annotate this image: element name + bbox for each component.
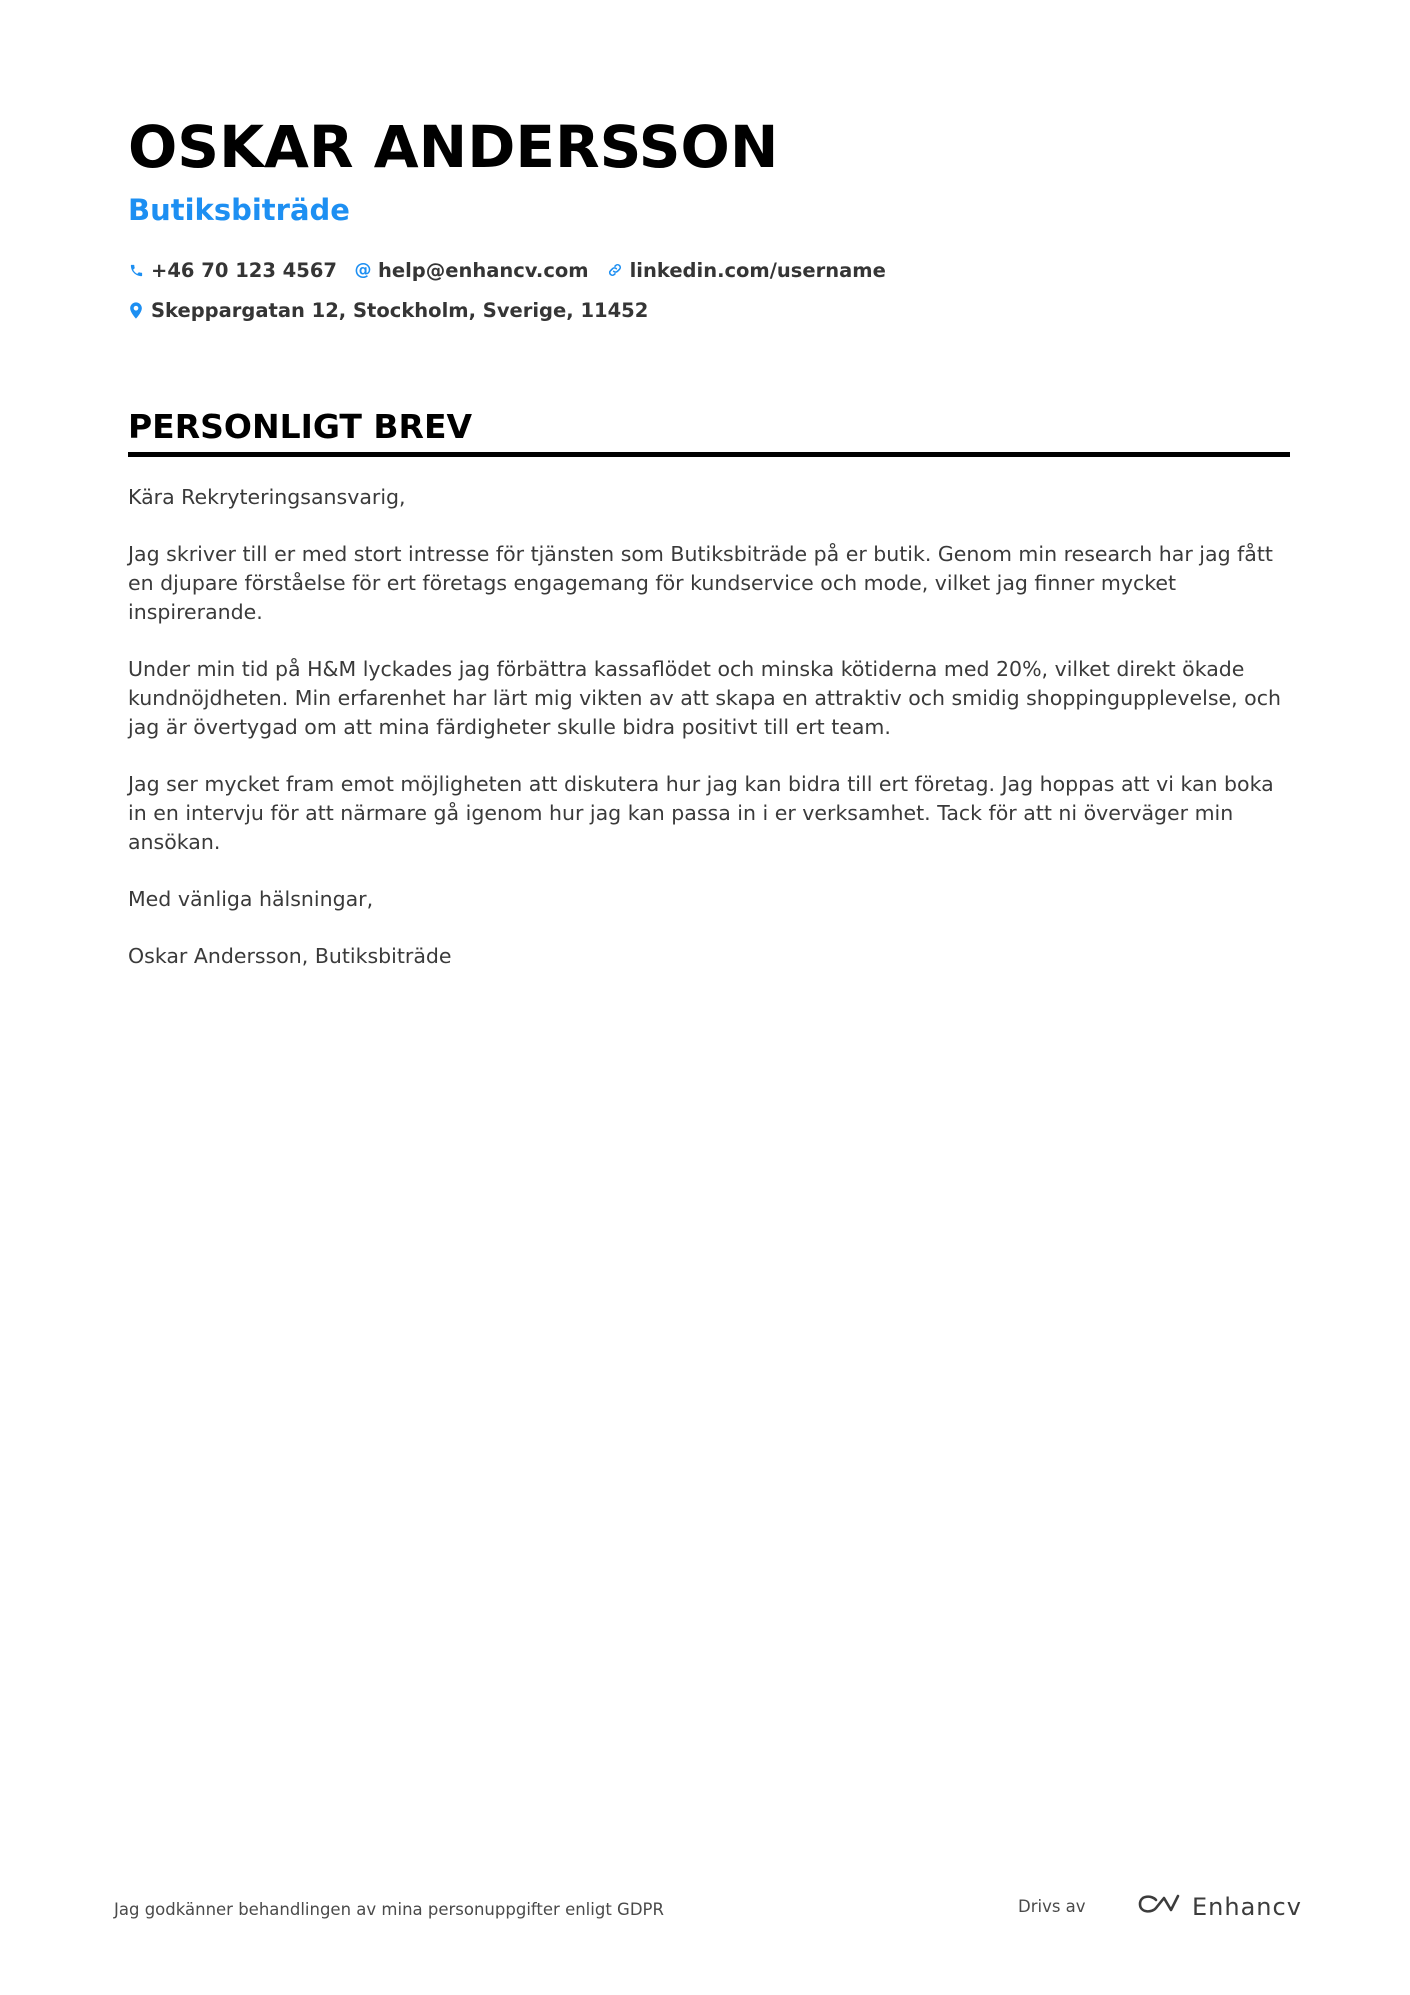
cover-letter-section <box>128 404 1290 999</box>
address: Skeppargatan 12, Stockholm, Sverige, 11452 <box>151 298 649 322</box>
footer <box>114 1892 1302 1932</box>
section-divider <box>128 452 1290 457</box>
at-icon: @ <box>354 259 372 280</box>
map-pin-icon <box>128 301 144 319</box>
powered-by-label: Drivs av <box>1018 1897 1086 1916</box>
candidate-name: OSKAR ANDERSSON <box>128 113 779 181</box>
contact-row-secondary <box>128 292 1288 328</box>
gdpr-consent-text: Jag godkänner behandlingen av mina personuppgifter enligt GDPR <box>114 1900 664 1919</box>
letter-salutation: Kära Rekryteringsansvarig, <box>128 485 406 509</box>
linkedin-url: linkedin.com/username <box>629 258 886 282</box>
enhancv-brand-link[interactable] <box>1136 1892 1302 1921</box>
phone-number: +46 70 123 4567 <box>151 258 337 282</box>
letter-body <box>128 483 1290 971</box>
enhancv-logo-icon <box>1136 1892 1182 1921</box>
section-title: PERSONLIGT BREV <box>128 407 473 446</box>
letter-signature: Oskar Andersson, Butiksbiträde <box>128 944 452 968</box>
letter-paragraph: Under min tid på H&M lyckades jag förbättra kassaflödet och minska kötiderna med 20%, vilket direkt ökade kundnöjdheten. Min erfarenhet har lärt mig vikten av att skapa en attraktiv och smidig shoppingupplevelse, och jag är övertygad om att mina färdigheter skulle bidra positivt till ert team. <box>128 657 1281 739</box>
brand-name: Enhancv <box>1192 1892 1302 1921</box>
header <box>128 108 1288 328</box>
contact-linkedin[interactable] <box>607 259 886 282</box>
contact-phone[interactable] <box>128 259 337 282</box>
link-icon <box>607 261 623 279</box>
letter-paragraph: Jag skriver till er med stort intresse för tjänsten som Butiksbiträde på er butik. Genom min research har jag fått en djupare förståelse för ert företags engagemang för kundservice och mode, vilket jag finner mycket inspirerande. <box>128 542 1273 624</box>
letter-paragraph: Jag ser mycket fram emot möjligheten att diskutera hur jag kan bidra till ert företag. Jag hoppas att vi kan boka in en intervju för att närmare gå igenom hur jag kan passa in i er verksamhet. Tack för att ni överväger min ansökan. <box>128 772 1274 854</box>
contact-email[interactable] <box>355 259 589 282</box>
contact-row-primary <box>128 252 1288 288</box>
phone-icon <box>128 261 144 279</box>
job-title: Butiksbiträde <box>128 193 350 227</box>
email-address: help@enhancv.com <box>377 258 589 282</box>
letter-closing: Med vänliga hälsningar, <box>128 887 374 911</box>
contact-address <box>128 299 648 322</box>
